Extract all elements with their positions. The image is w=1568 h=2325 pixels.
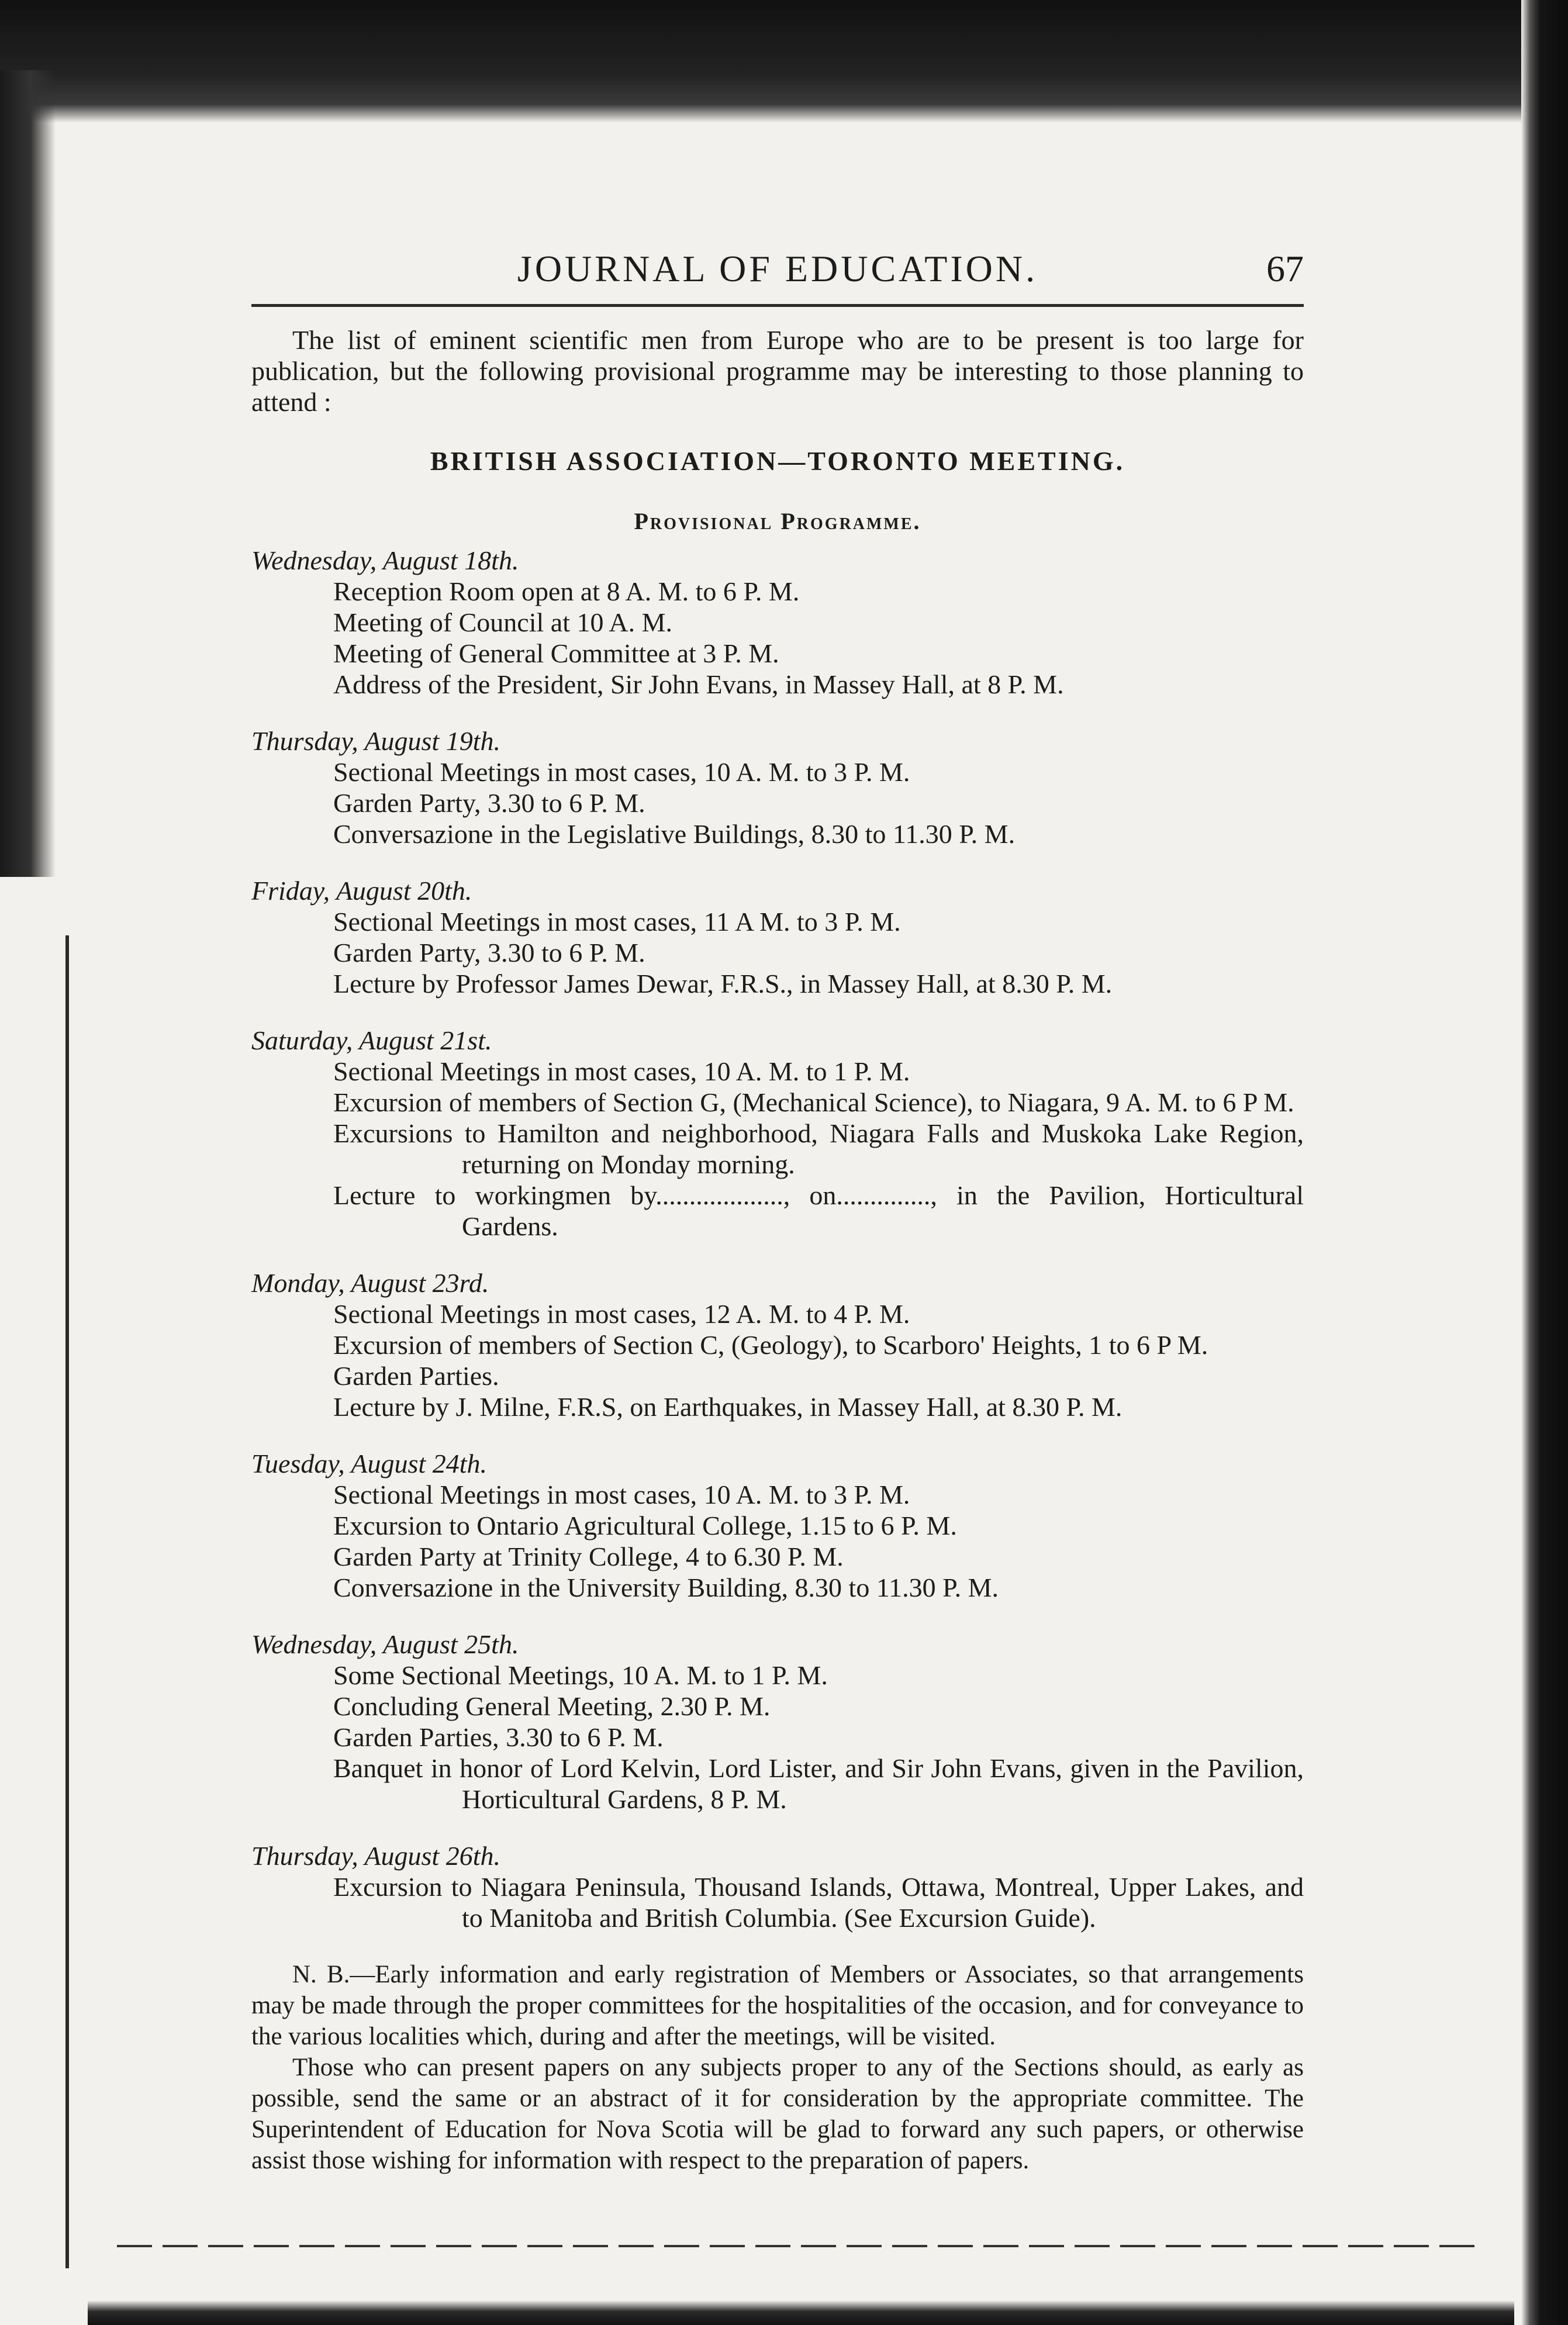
- event-item: Sectional Meetings in most cases, 10 A. M. to 1 P. M.: [333, 1056, 910, 1086]
- event-item: Excursion of members of Section C, (Geology), to Scarboro' Heights, 1 to 6 P M.: [333, 1330, 1208, 1360]
- running-header: [251, 234, 1304, 307]
- journal-title: JOURNAL OF EDUCATION.: [517, 248, 1038, 289]
- event-item: Meeting of General Committee at 3 P. M.: [333, 638, 779, 668]
- event-list: [251, 906, 1304, 999]
- event-item: Excursion to Ontario Agricultural College, 1.15 to 6 P. M.: [333, 1511, 957, 1540]
- scan-right-edge: [1521, 0, 1568, 2325]
- programme-heading: Provisional Programme.: [634, 508, 921, 534]
- event-list: [251, 1660, 1304, 1815]
- event-item: Garden Parties.: [333, 1361, 499, 1391]
- event-item: Address of the President, Sir John Evans, in Massey Hall, at 8 P. M.: [333, 669, 1064, 699]
- event-list: [251, 1479, 1304, 1603]
- note-paragraph: N. B.—Early information and early registration of Members or Associates, so that arrangements may be made through the proper committees for the hospitalities of the occasion, and for conveyance to the various localities which, during and after the meetings, will be visited.: [251, 1961, 1304, 2050]
- day-block: [251, 1629, 1304, 1815]
- event-item: Garden Party at Trinity College, 4 to 6.30 P. M.: [333, 1542, 844, 1571]
- event-list: [251, 1298, 1304, 1422]
- page-content: [251, 234, 1304, 2176]
- day-heading: Saturday, August 21st.: [251, 1025, 492, 1055]
- page-number: 67: [1266, 248, 1304, 289]
- event-list: [251, 576, 1304, 700]
- main-heading: BRITISH ASSOCIATION—TORONTO MEETING.: [430, 446, 1125, 476]
- event-item: Reception Room open at 8 A. M. to 6 P. M.: [333, 576, 800, 606]
- event-item: Sectional Meetings in most cases, 10 A. M. to 3 P. M.: [333, 1480, 910, 1509]
- event-item: Banquet in honor of Lord Kelvin, Lord Lister, and Sir John Evans, given in the Pavilion, Horticultural Gardens, 8 P. M.: [333, 1753, 1304, 1814]
- day-heading: Thursday, August 19th.: [251, 726, 500, 756]
- event-item: Sectional Meetings in most cases, 11 A M. to 3 P. M.: [333, 907, 901, 937]
- day-block: [251, 1448, 1304, 1603]
- event-item: Lecture to workingmen by..................., on.............., in the Pavilion, Horticultural Gardens.: [333, 1180, 1304, 1241]
- scan-top-edge: [0, 0, 1568, 123]
- day-heading: Thursday, August 26th.: [251, 1841, 500, 1871]
- event-item: Excursion of members of Section G, (Mechanical Science), to Niagara, 9 A. M. to 6 P M.: [333, 1087, 1294, 1117]
- schedule: [251, 545, 1304, 1933]
- note-paragraph: Those who can present papers on any subjects proper to any of the Sections should, as early as possible, send the same or an abstract of it for consideration by the appropriate committee. The Superintendent of Education for Nova Scotia will be glad to forward any such papers, or otherwise assist those wishing for information with respect to the preparation of papers.: [251, 2054, 1304, 2174]
- event-list: [251, 756, 1304, 849]
- day-heading: Friday, August 20th.: [251, 876, 472, 906]
- event-item: Sectional Meetings in most cases, 12 A. M. to 4 P. M.: [333, 1299, 910, 1329]
- day-block: [251, 875, 1304, 999]
- event-item: Garden Party, 3.30 to 6 P. M.: [333, 938, 645, 968]
- page-edge-line: [65, 935, 69, 2268]
- scan-bottom-edge: [88, 2300, 1514, 2325]
- scan-left-edge: [0, 70, 56, 877]
- event-item: Meeting of Council at 10 A. M.: [333, 607, 673, 637]
- day-block: [251, 1025, 1304, 1242]
- day-block: [251, 545, 1304, 700]
- event-item: Lecture by J. Milne, F.R.S, on Earthquakes, in Massey Hall, at 8.30 P. M.: [333, 1392, 1123, 1422]
- day-block: [251, 1267, 1304, 1422]
- event-item: Conversazione in the Legislative Buildings, 8.30 to 11.30 P. M.: [333, 819, 1016, 849]
- event-item: Conversazione in the University Building, 8.30 to 11.30 P. M.: [333, 1573, 999, 1602]
- event-item: Some Sectional Meetings, 10 A. M. to 1 P. M.: [333, 1660, 828, 1690]
- bottom-dashed-rule: [117, 2245, 1485, 2247]
- day-heading: Tuesday, August 24th.: [251, 1449, 487, 1478]
- day-heading: Wednesday, August 18th.: [251, 545, 519, 575]
- day-block: [251, 1840, 1304, 1933]
- event-item: Sectional Meetings in most cases, 10 A. M. to 3 P. M.: [333, 757, 910, 787]
- event-list: [251, 1056, 1304, 1242]
- day-heading: Wednesday, August 25th.: [251, 1629, 519, 1659]
- event-item: Excursions to Hamilton and neighborhood, Niagara Falls and Muskoka Lake Region, returning on Monday morning.: [333, 1118, 1304, 1179]
- event-item: Lecture by Professor James Dewar, F.R.S., in Massey Hall, at 8.30 P. M.: [333, 969, 1113, 999]
- event-item: Excursion to Niagara Peninsula, Thousand Islands, Ottawa, Montreal, Upper Lakes, and to Manitoba and British Columbia. (See Excursion Guide).: [333, 1872, 1304, 1933]
- day-block: [251, 726, 1304, 849]
- notes-section: [251, 1959, 1304, 2176]
- day-heading: Monday, August 23rd.: [251, 1268, 489, 1298]
- event-list: [251, 1871, 1304, 1933]
- event-item: Garden Parties, 3.30 to 6 P. M.: [333, 1722, 664, 1752]
- event-item: Garden Party, 3.30 to 6 P. M.: [333, 788, 645, 818]
- event-item: Concluding General Meeting, 2.30 P. M.: [333, 1691, 771, 1721]
- intro-paragraph: The list of eminent scientific men from Europe who are to be present is too large for publication, but the following provisional programme may be interesting to those planning to attend :: [251, 325, 1304, 417]
